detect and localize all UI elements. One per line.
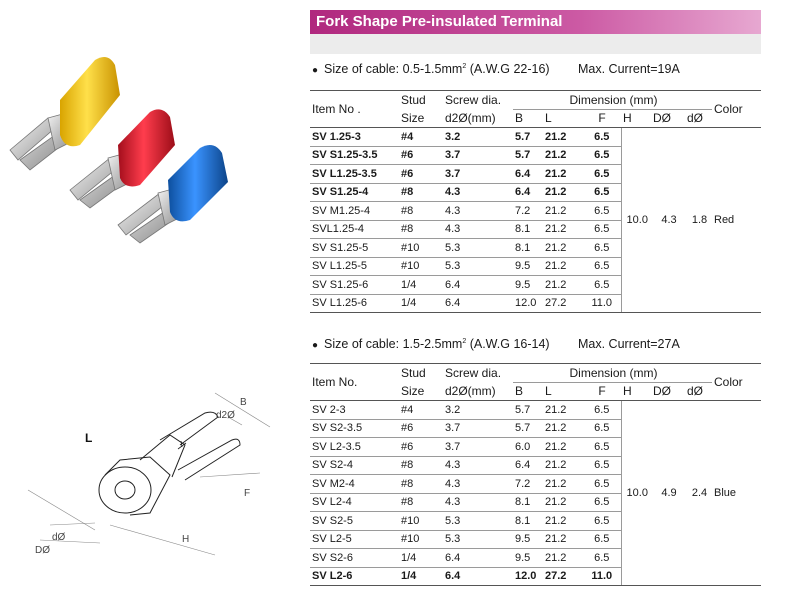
cell-b: 9.5: [513, 549, 543, 568]
cell-merged-d: 4.9: [651, 401, 685, 586]
cell-item: SV S2-6: [310, 549, 399, 568]
cell-item: SV S2-3.5: [310, 419, 399, 438]
cell-b: 9.5: [513, 257, 543, 276]
header-stud-size: Size: [399, 109, 443, 128]
cell-f: 6.5: [581, 549, 621, 568]
cell-screw: 5.3: [443, 257, 513, 276]
header-F: F: [581, 382, 621, 401]
cell-l: 21.2: [543, 475, 581, 494]
yellow-terminal: [10, 57, 120, 170]
cell-screw: 6.4: [443, 549, 513, 568]
cell-screw: 6.4: [443, 276, 513, 295]
cell-screw: 5.3: [443, 512, 513, 531]
cell-f: 6.5: [581, 202, 621, 221]
cell-item: SV L1.25-3.5: [310, 165, 399, 184]
label-D: DØ: [35, 545, 50, 556]
header-dimension: Dimension (mm): [513, 364, 712, 383]
cell-screw: 3.2: [443, 128, 513, 147]
cell-stud: #10: [399, 239, 443, 258]
header-d: dØ: [685, 109, 712, 128]
cell-l: 21.2: [543, 276, 581, 295]
cell-merged-d: 2.4: [685, 401, 712, 586]
cell-b: 6.4: [513, 165, 543, 184]
cell-b: 6.4: [513, 183, 543, 202]
cell-stud: 1/4: [399, 276, 443, 295]
cell-screw: 4.3: [443, 456, 513, 475]
cell-f: 6.5: [581, 456, 621, 475]
spec-table-1: [310, 90, 761, 313]
cell-b: 6.0: [513, 438, 543, 457]
cell-screw: 3.2: [443, 401, 513, 420]
cell-merged-h: 10.0: [621, 128, 651, 313]
cell-screw: 4.3: [443, 202, 513, 221]
cell-stud: 1/4: [399, 549, 443, 568]
label-H: H: [182, 534, 190, 545]
header-dimension: Dimension (mm): [513, 91, 712, 110]
cell-l: 21.2: [543, 146, 581, 165]
header-L: L: [543, 382, 581, 401]
cell-merged-color: Red: [712, 128, 761, 313]
cell-stud: #6: [399, 146, 443, 165]
header-item-no: Item No.: [310, 364, 399, 401]
cell-l: 21.2: [543, 512, 581, 531]
header-item-no: Item No .: [310, 91, 399, 128]
label-F: F: [244, 488, 251, 499]
cell-f: 6.5: [581, 276, 621, 295]
cell-f: 6.5: [581, 220, 621, 239]
page-title: Fork Shape Pre-insulated Terminal: [316, 13, 563, 30]
cell-stud: #8: [399, 183, 443, 202]
cell-stud: #8: [399, 220, 443, 239]
cell-stud: #6: [399, 438, 443, 457]
cell-f: 6.5: [581, 239, 621, 258]
title-bar: [310, 10, 761, 34]
cell-item: SVL1.25-4: [310, 220, 399, 239]
cell-f: 6.5: [581, 165, 621, 184]
cell-screw: 5.3: [443, 530, 513, 549]
cell-b: 12.0: [513, 567, 543, 586]
cell-item: SV S2-5: [310, 512, 399, 531]
cell-l: 27.2: [543, 567, 581, 586]
cell-b: 9.5: [513, 276, 543, 295]
bullet-icon: ●: [312, 65, 319, 76]
cell-stud: #8: [399, 202, 443, 221]
header-H: H: [621, 109, 651, 128]
cell-stud: #8: [399, 456, 443, 475]
header-screw: Screw dia.: [443, 91, 513, 110]
cell-l: 27.2: [543, 294, 581, 313]
cell-l: 21.2: [543, 419, 581, 438]
label-L: L: [85, 431, 93, 445]
cell-item: SV L2-6: [310, 567, 399, 586]
cell-item: SV L2-3.5: [310, 438, 399, 457]
cell-screw: 4.3: [443, 220, 513, 239]
cable-size-1: ● Size of cable: $0.5-1.5mm^2$ (A.W.G 22-16): [312, 62, 550, 76]
header-B: B: [513, 109, 543, 128]
cell-stud: #4: [399, 401, 443, 420]
cell-b: 5.7: [513, 128, 543, 147]
cell-screw: 3.7: [443, 438, 513, 457]
cell-f: 6.5: [581, 183, 621, 202]
header-screw: Screw dia.: [443, 364, 513, 383]
cell-b: 8.1: [513, 512, 543, 531]
cell-item: SV M1.25-4: [310, 202, 399, 221]
cell-f: 6.5: [581, 438, 621, 457]
header-color: Color: [712, 364, 761, 401]
cell-item: SV 1.25-3: [310, 128, 399, 147]
header-L: L: [543, 109, 581, 128]
cell-b: 7.2: [513, 202, 543, 221]
cell-item: SV S1.25-4: [310, 183, 399, 202]
cell-screw: 4.3: [443, 475, 513, 494]
header-screw-dia: d2Ø(mm): [443, 109, 513, 128]
bullet-icon: ●: [312, 340, 319, 351]
cell-stud: #8: [399, 493, 443, 512]
cell-stud: #4: [399, 128, 443, 147]
cell-screw: 5.3: [443, 239, 513, 258]
cell-item: SV S1.25-5: [310, 239, 399, 258]
cell-item: SV S1.25-6: [310, 276, 399, 295]
cell-l: 21.2: [543, 493, 581, 512]
cell-f: 11.0: [581, 567, 621, 586]
cell-f: 6.5: [581, 401, 621, 420]
cell-stud: #6: [399, 419, 443, 438]
cell-merged-color: Blue: [712, 401, 761, 586]
cell-l: 21.2: [543, 438, 581, 457]
title-subbar: [310, 34, 761, 54]
cell-item: SV S2-4: [310, 456, 399, 475]
cell-b: 7.2: [513, 475, 543, 494]
cell-l: 21.2: [543, 549, 581, 568]
terminal-dimension-drawing: [0, 375, 290, 600]
cell-b: 8.1: [513, 220, 543, 239]
header-F: F: [581, 109, 621, 128]
header-color: Color: [712, 91, 761, 128]
cell-l: 21.2: [543, 456, 581, 475]
table-row: [310, 401, 761, 420]
label-B: B: [240, 397, 247, 408]
terminal-photo: [0, 40, 280, 250]
cell-item: SV L1.25-6: [310, 294, 399, 313]
cell-f: 6.5: [581, 512, 621, 531]
header-screw-dia: d2Ø(mm): [443, 382, 513, 401]
header-D: DØ: [651, 382, 685, 401]
cell-l: 21.2: [543, 239, 581, 258]
spec-table-2: [310, 363, 761, 586]
cell-screw: 3.7: [443, 165, 513, 184]
cell-stud: 1/4: [399, 567, 443, 586]
cell-f: 6.5: [581, 530, 621, 549]
cell-f: 11.0: [581, 294, 621, 313]
cell-b: 5.7: [513, 419, 543, 438]
cell-b: 5.7: [513, 401, 543, 420]
cell-b: 5.7: [513, 146, 543, 165]
cell-stud: #10: [399, 530, 443, 549]
header-stud-size: Size: [399, 382, 443, 401]
cell-stud: 1/4: [399, 294, 443, 313]
cell-screw: 6.4: [443, 567, 513, 586]
cell-l: 21.2: [543, 401, 581, 420]
header-D: DØ: [651, 109, 685, 128]
cell-l: 21.2: [543, 165, 581, 184]
max-current-2: Max. Current=27A: [578, 337, 680, 351]
cell-l: 21.2: [543, 257, 581, 276]
cell-stud: #6: [399, 165, 443, 184]
cell-screw: 6.4: [443, 294, 513, 313]
cell-b: 9.5: [513, 530, 543, 549]
header-stud: Stud: [399, 364, 443, 383]
cell-f: 6.5: [581, 419, 621, 438]
cell-l: 21.2: [543, 530, 581, 549]
cell-l: 21.2: [543, 128, 581, 147]
cell-screw: 4.3: [443, 183, 513, 202]
cell-screw: 4.3: [443, 493, 513, 512]
cell-stud: #8: [399, 475, 443, 494]
cell-item: SV 2-3: [310, 401, 399, 420]
label-d2: d2Ø: [216, 410, 235, 421]
cell-item: SV L2-4: [310, 493, 399, 512]
cell-screw: 3.7: [443, 419, 513, 438]
cell-stud: #10: [399, 512, 443, 531]
cell-screw: 3.7: [443, 146, 513, 165]
cell-f: 6.5: [581, 257, 621, 276]
cell-item: SV S1.25-3.5: [310, 146, 399, 165]
cell-f: 6.5: [581, 146, 621, 165]
cell-b: 12.0: [513, 294, 543, 313]
header-stud: Stud: [399, 91, 443, 110]
label-d: dØ: [52, 532, 66, 543]
cell-stud: #10: [399, 257, 443, 276]
cell-b: 6.4: [513, 456, 543, 475]
cell-l: 21.2: [543, 220, 581, 239]
cable-size-2: ● Size of cable: $1.5-2.5mm^2$ (A.W.G 16-14): [312, 337, 550, 351]
cell-merged-d: 4.3: [651, 128, 685, 313]
cell-item: SV L1.25-5: [310, 257, 399, 276]
cell-merged-h: 10.0: [621, 401, 651, 586]
table-row: [310, 128, 761, 147]
header-H: H: [621, 382, 651, 401]
max-current-1: Max. Current=19A: [578, 62, 680, 76]
cell-item: SV L2-5: [310, 530, 399, 549]
cell-f: 6.5: [581, 493, 621, 512]
cell-b: 8.1: [513, 239, 543, 258]
cell-item: SV M2-4: [310, 475, 399, 494]
cell-b: 8.1: [513, 493, 543, 512]
header-d: dØ: [685, 382, 712, 401]
header-B: B: [513, 382, 543, 401]
cell-l: 21.2: [543, 183, 581, 202]
cell-f: 6.5: [581, 128, 621, 147]
cell-f: 6.5: [581, 475, 621, 494]
cell-merged-d: 1.8: [685, 128, 712, 313]
cell-l: 21.2: [543, 202, 581, 221]
